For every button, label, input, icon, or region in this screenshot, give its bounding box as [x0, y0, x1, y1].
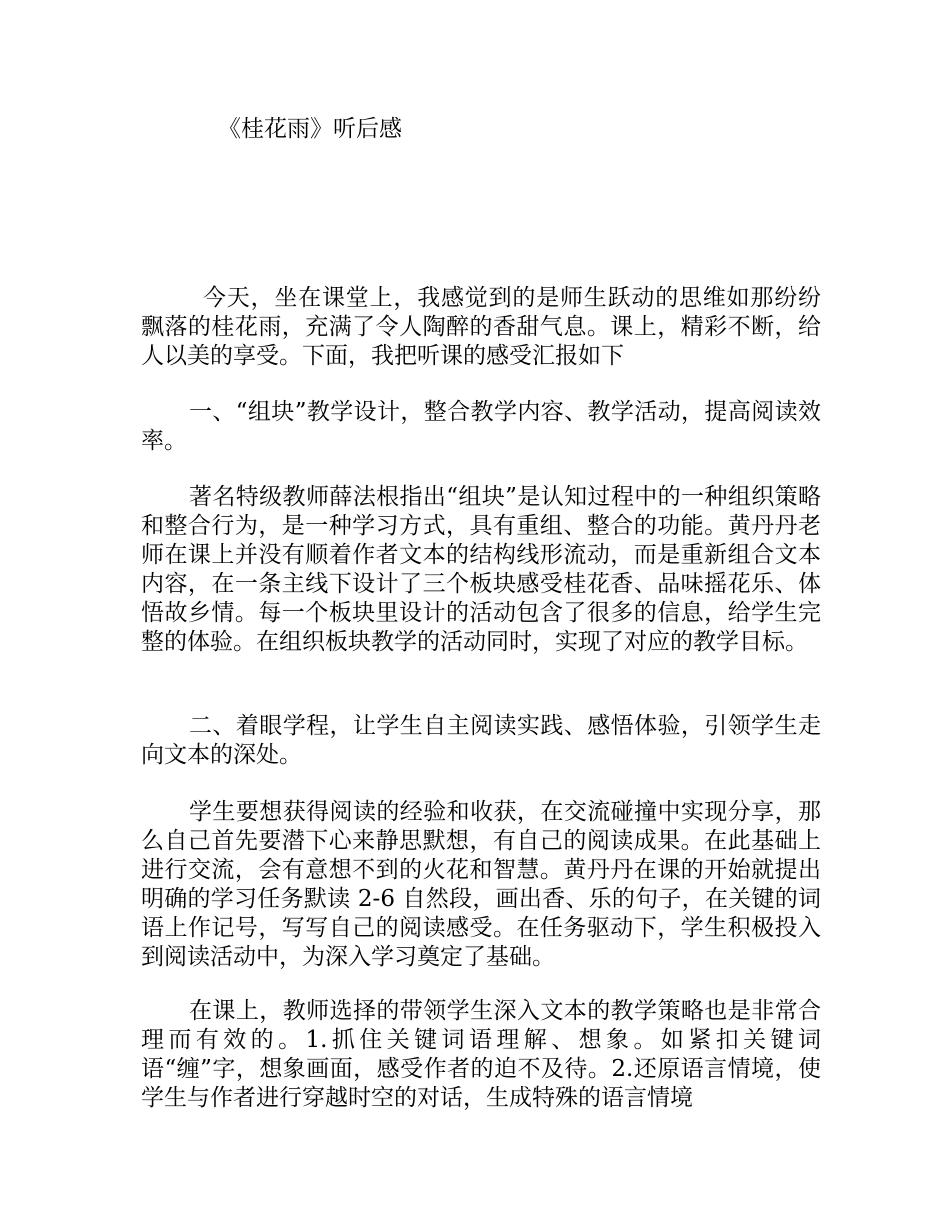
paragraph-intro: 今天，坐在课堂上，我感觉到的是师生跃动的思维如那纷纷飘落的桂花雨，充满了令人陶醉的香甜气息。课上，精彩不断，给人以美的享受。下面，我把听课的感受汇报如下: [141, 285, 821, 369]
paragraph-reading: 学生要想获得阅读的经验和收获，在交流碰撞中实现分享，那么自己首先要潜下心来静思默想，有自己的阅读成果。在此基础上进行交流，会有意想不到的火花和智慧。黄丹丹在课的开始就提出明确的学习任务默读 2-6 自然段，画出香、乐的句子，在关键的词语上作记号，写写自己的阅读感受。在任务驱动下，学生积极投入到阅读活动中，为深入学习奠定了基础。: [141, 799, 821, 970]
paragraph-chunking: 著名特级教师薛法根指出“组块”是认知过程中的一种组织策略和整合行为，是一种学习方式，具有重组、整合的功能。黄丹丹老师在课上并没有顺着作者文本的结构线形流动，而是重新组合文本内容，在一条主线下设计了三个板块感受桂花香、品味摇花乐、体悟故乡情。每一个板块里设计的活动包含了很多的信息，给学生完整的体验。在组织板块教学的活动同时，实现了对应的教学目标。: [141, 484, 821, 655]
section-heading-1: 一、“组块”教学设计，整合教学内容、教学活动，提高阅读效率。: [141, 399, 821, 454]
paragraph-strategy: 在课上，教师选择的带领学生深入文本的教学策略也是非常合理而有效的。1.抓住关键词语理解、想象。如紧扣关键词语“缠”字，想象画面，感受作者的迫不及待。2.还原语言情境，使学生与作者进行穿越时空的对话，生成特殊的语言情境: [141, 998, 821, 1111]
section-heading-2: 二、着眼学程，让学生自主阅读实践、感悟体验，引领学生走向文本的深处。: [141, 713, 821, 768]
document-title: 《桂花雨》听后感: [218, 116, 402, 142]
